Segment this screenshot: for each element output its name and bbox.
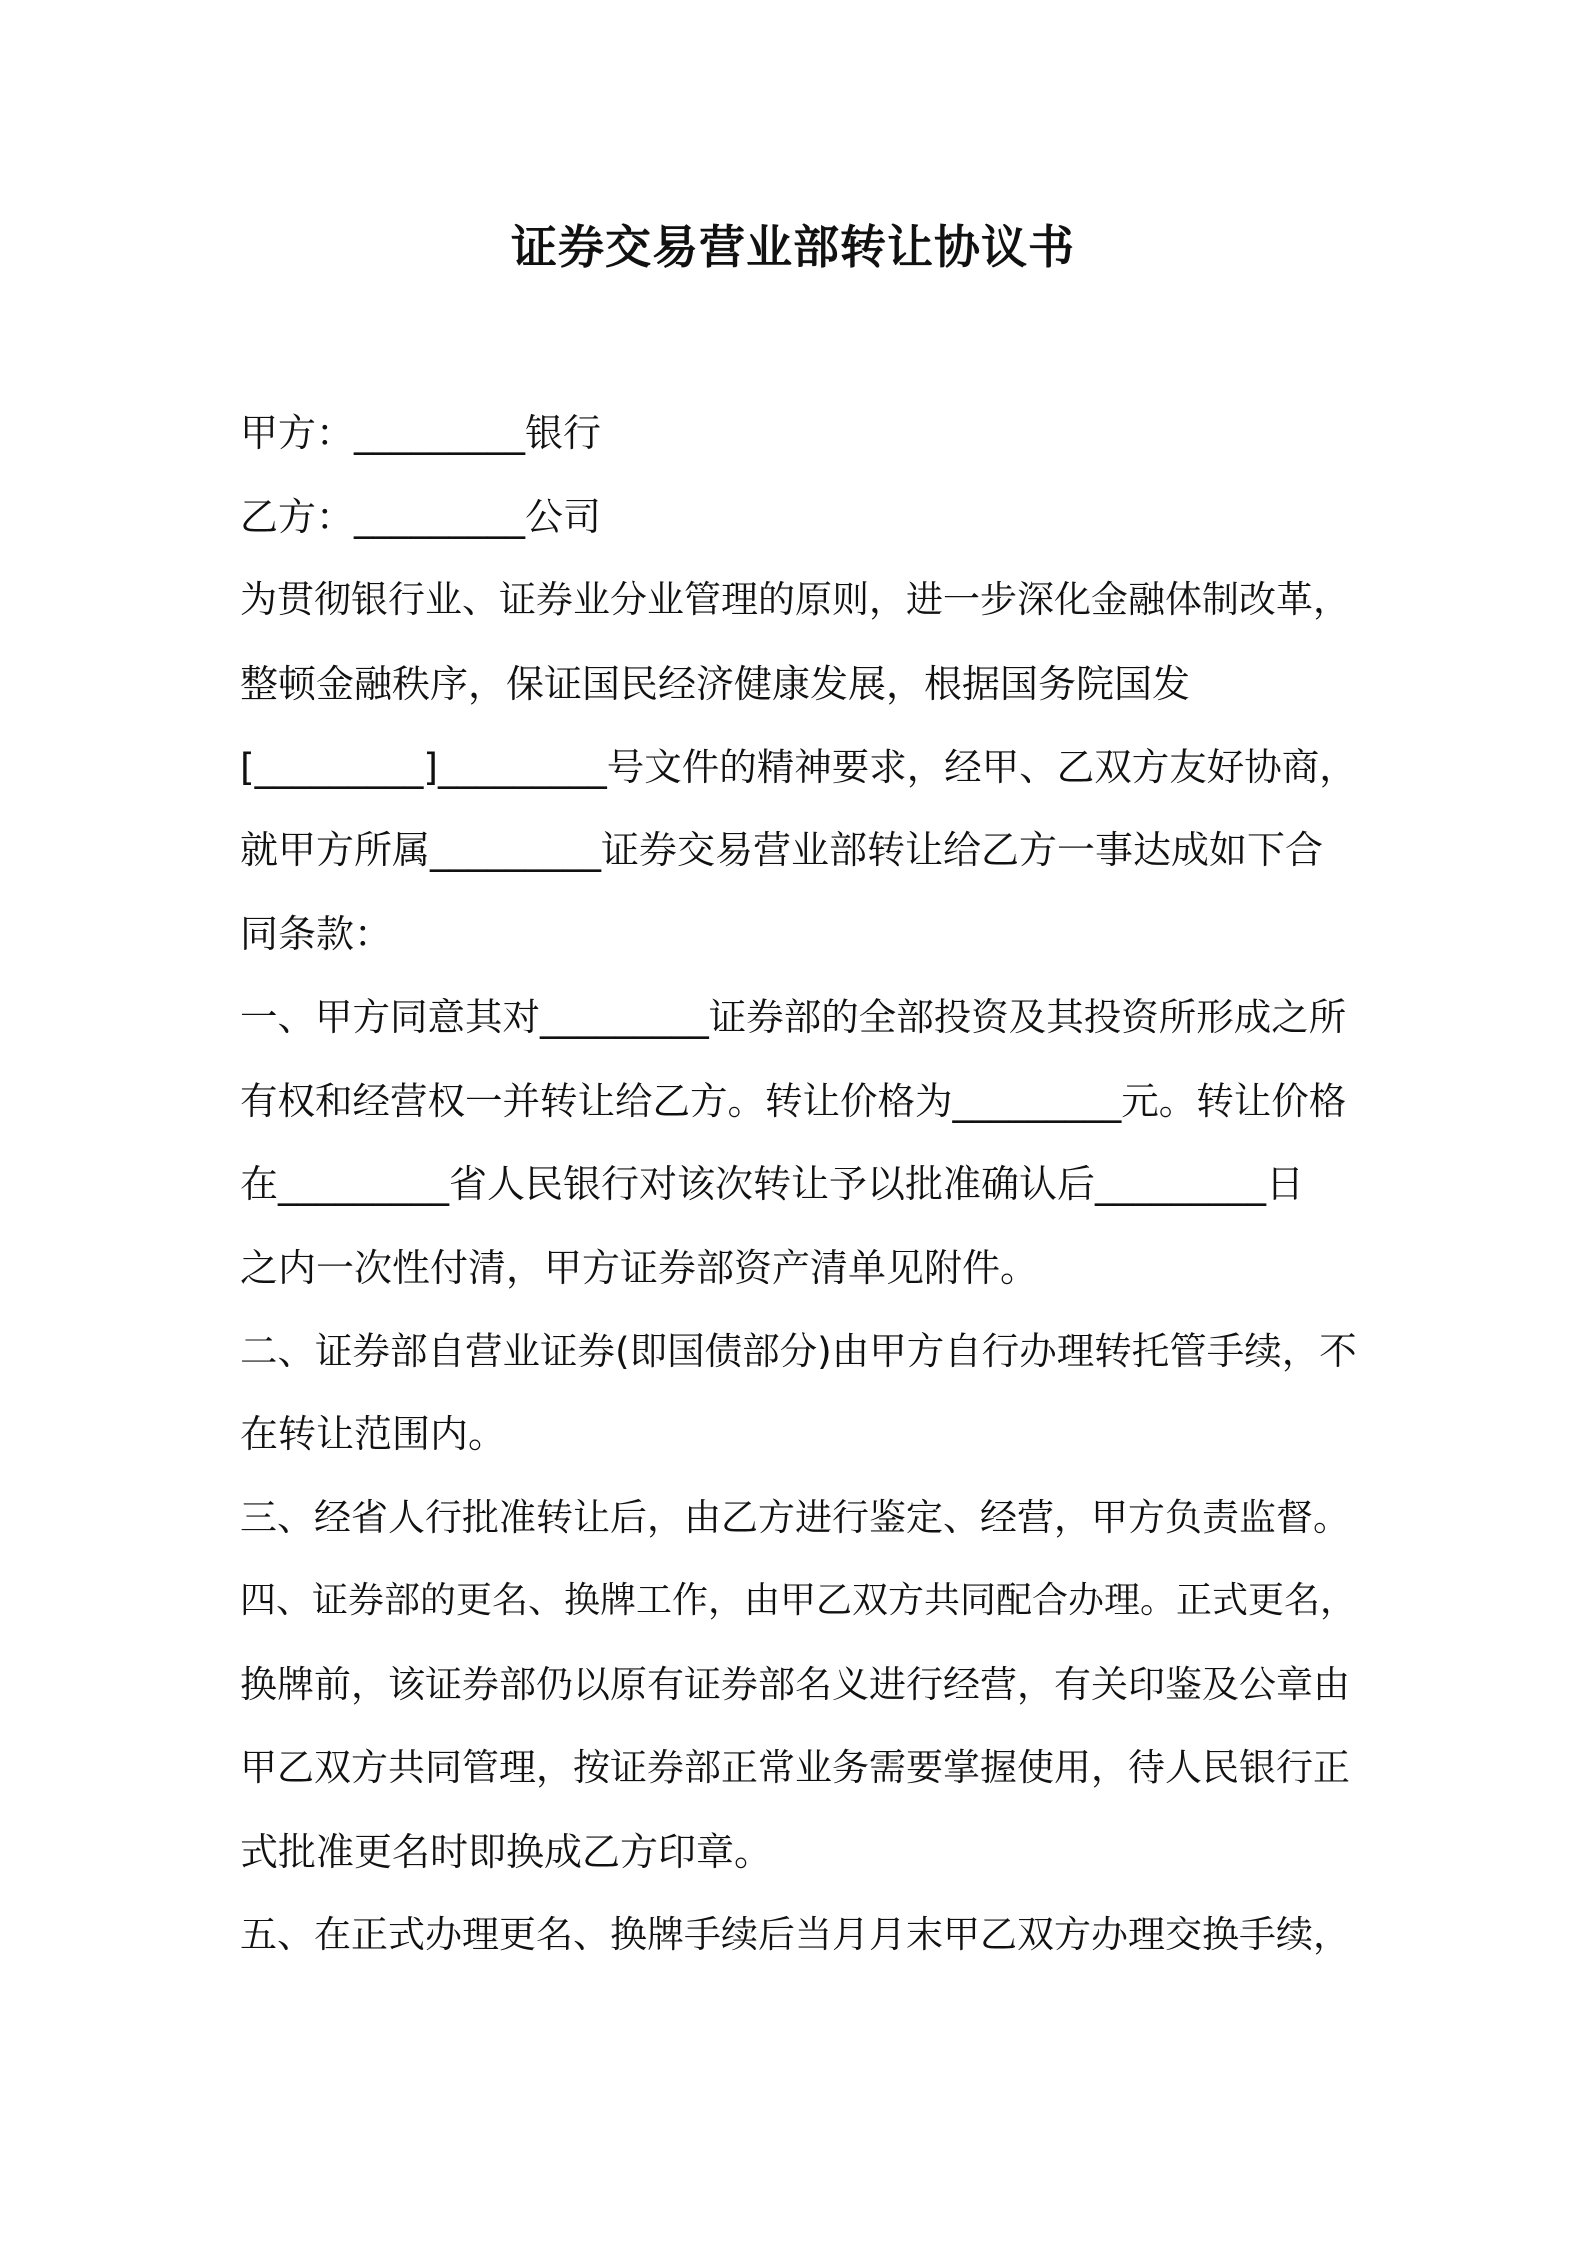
body-line: 同条款： bbox=[240, 912, 393, 956]
clause-1-line: 在_________省人民银行对该次转让予以批准确认后_________日 bbox=[240, 1162, 1305, 1206]
clause-1-line: 有权和经营权一并转让给乙方。转让价格为_________元。转让价格 bbox=[240, 1079, 1347, 1123]
clause-4-line: 四、证券部的更名、换牌工作，由甲乙双方共同配合办理。正式更名， bbox=[240, 1580, 1357, 1621]
clause-4-line: 换牌前，该证券部仍以原有证券部名义进行经营，有关印鉴及公章由 bbox=[240, 1663, 1350, 1706]
body-line: 就甲方所属_________证券交易营业部转让给乙方一事达成如下合 bbox=[240, 828, 1324, 872]
clause-2-line: 在转让范围内。 bbox=[240, 1412, 507, 1456]
body-line: 为贯彻银行业、证券业分业管理的原则，进一步深化金融体制改革， bbox=[240, 578, 1350, 621]
clause-1-line: 之内一次性付清，甲方证券部资产清单见附件。 bbox=[240, 1246, 1039, 1290]
clause-3-line: 三、经省人行批准转让后，由乙方进行鉴定、经营，甲方负责监督。 bbox=[240, 1496, 1350, 1539]
body-line: 整顿金融秩序，保证国民经济健康发展，根据国务院国发 bbox=[240, 662, 1191, 706]
clause-1-line: 一、甲方同意其对_________证券部的全部投资及其投资所形成之所 bbox=[240, 995, 1347, 1039]
party-a-line: 甲方：_________银行 bbox=[240, 411, 602, 455]
clause-4-line: 式批准更名时即换成乙方印章。 bbox=[240, 1830, 773, 1874]
clause-2-line: 二、证券部自营业证券(即国债部分)由甲方自行办理转托管手续，不 bbox=[240, 1329, 1357, 1373]
clause-4-line: 甲乙双方共同管理，按证券部正常业务需要掌握使用，待人民银行正 bbox=[240, 1746, 1350, 1789]
party-b-line: 乙方：_________公司 bbox=[240, 495, 602, 539]
body-line: [_________]_________号文件的精神要求，经甲、乙双方友好协商， bbox=[240, 745, 1357, 789]
document-title: 证券交易营业部转让协议书 bbox=[511, 220, 1075, 274]
clause-5-line: 五、在正式办理更名、换牌手续后当月月末甲乙双方办理交换手续， bbox=[240, 1913, 1350, 1956]
